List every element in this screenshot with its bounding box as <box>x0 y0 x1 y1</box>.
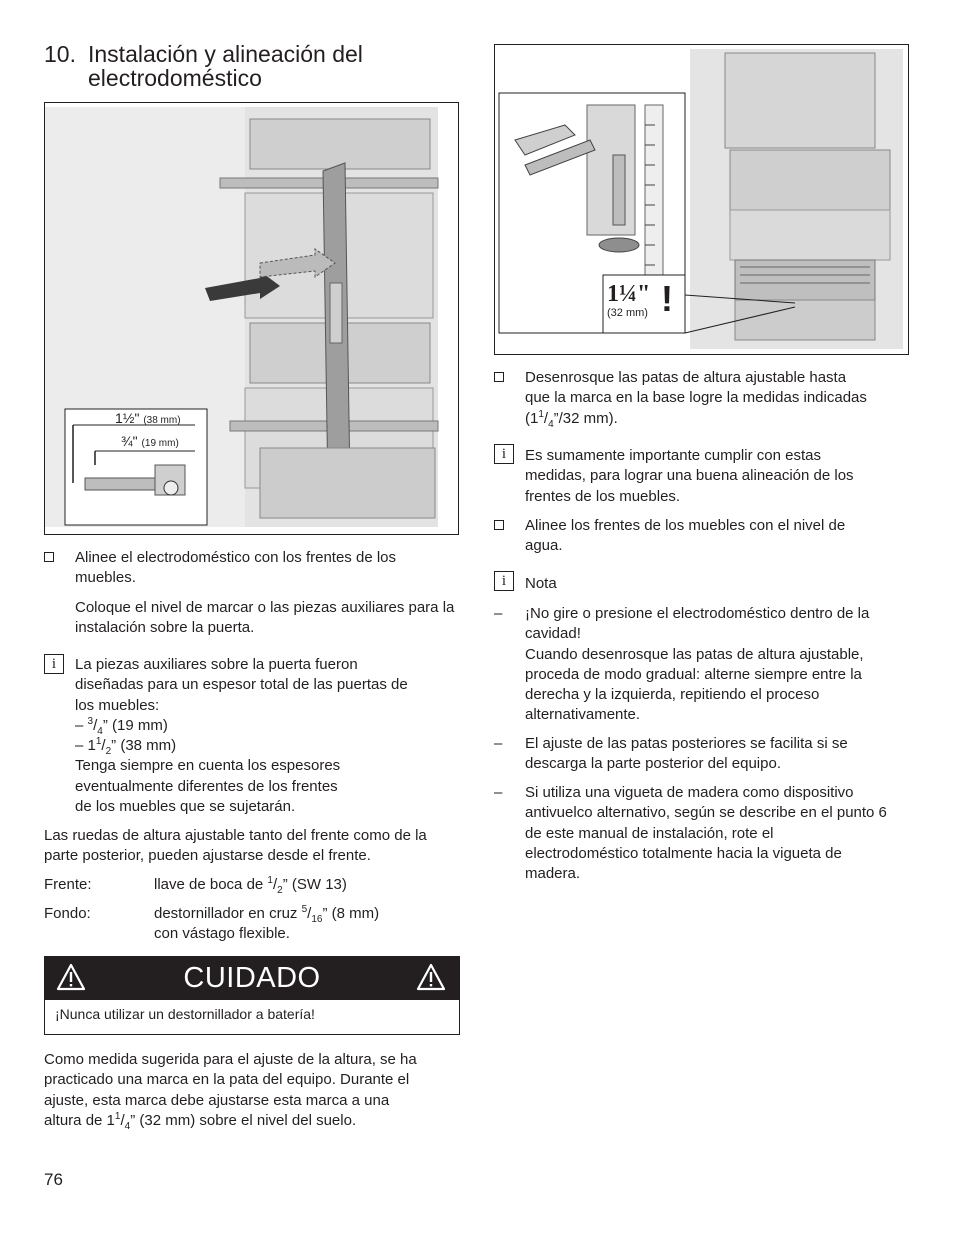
back-value: destornillador en cruz $^5/_{16}$” (8 mm) <box>154 904 380 925</box>
back-tool-row <box>44 904 456 943</box>
left-bullet-1-text: Alinee el electrodoméstico con los frentes de los muebles. <box>75 549 397 587</box>
note-text: Si utiliza una vigueta de madera como dispositivo antivuelco alternativo, según se describe en el punto 6 de este manual de instalación, rote el electrodoméstico totalmente hacia la vigueta de madera. <box>525 784 887 883</box>
foot-adjust-drawing <box>495 45 908 354</box>
section-title-line2: electrodoméstico <box>88 65 262 91</box>
left-bullet-1-para2: Coloque el nivel de marcar o las piezas auxiliares para la instalación sobre la puerta. <box>75 598 455 636</box>
right-bullet-2-text: Alinee los frentes de los muebles con el nivel de agua. <box>525 517 846 555</box>
info-line: los muebles: <box>75 696 160 714</box>
caution-body <box>44 1000 460 1035</box>
section-number: 10. <box>44 41 76 67</box>
dash-marker: – <box>494 605 503 622</box>
left-info-block <box>44 654 456 817</box>
mark-line: ajuste, esta marca debe ajustarse esta marca a una <box>44 1091 390 1109</box>
info-line: Tenga siempre en cuenta los espesores <box>75 757 341 775</box>
note-title: Nota <box>525 575 557 592</box>
note-header <box>494 571 906 594</box>
info-item-19mm: – $^3/_4$” (19 mm) <box>75 715 168 737</box>
note-text: El ajuste de las patas posteriores se facilita si se descarga la parte posterior del equipo. <box>525 735 848 773</box>
mark-line-4: altura de $1^1/_4$” (32 mm) sobre el nivel del suelo. <box>44 1110 357 1132</box>
info-line: diseñadas para un espesor total de las puertas de <box>75 676 408 694</box>
front-tool-row <box>44 875 456 895</box>
dimension-label-32mm-small: (32 mm) <box>607 307 648 319</box>
info-item-38mm: – $1^1/_2$” (38 mm) <box>75 736 177 758</box>
figure-alignment-illustration <box>44 102 459 535</box>
checkbox-icon <box>44 552 54 562</box>
info-icon: i <box>494 444 514 464</box>
dash-marker: – <box>494 735 503 752</box>
left-bullet-1 <box>44 548 456 638</box>
right-info-block <box>494 444 906 507</box>
page-number: 76 <box>44 1170 63 1189</box>
note-item-1 <box>494 604 906 726</box>
dimension-label-38mm: 1½" (38 mm) <box>115 410 181 426</box>
warning-triangle-icon <box>416 963 446 991</box>
checkbox-icon <box>494 520 504 530</box>
caution-header <box>44 956 460 1000</box>
info-line: eventualmente diferentes de los frentes <box>75 777 338 795</box>
section-title <box>44 42 363 90</box>
figure-foot-adjust-illustration <box>494 44 909 355</box>
info-line: La piezas auxiliares sobre la puerta fueron <box>75 656 358 673</box>
bullet-line: Desenrosque las patas de altura ajustable hasta <box>525 369 847 386</box>
wheels-paragraph: Las ruedas de altura ajustable tanto del frente como de la parte posterior, pueden ajustarse desde el frente. <box>44 827 427 865</box>
checkbox-icon <box>494 372 504 382</box>
front-value: llave de boca de $^1/_2$” (SW 13) <box>154 875 347 896</box>
caution-text: ¡Nunca utilizar un destornillador a batería! <box>55 1006 315 1022</box>
bullet-line-3: ($1^1/_4”/32$ mm). <box>525 408 618 430</box>
info-line: de los muebles que se sujetarán. <box>75 798 296 816</box>
info-icon: i <box>494 571 514 591</box>
info-icon: i <box>44 654 64 674</box>
mark-paragraph <box>44 1050 464 1131</box>
mark-line: Como medida sugerida para el ajuste de la altura, se ha <box>44 1051 417 1068</box>
right-info-text: Es sumamente importante cumplir con estas medidas, para lograr una buena alineación de los frentes de los muebles. <box>525 447 854 505</box>
back-label: Fondo: <box>44 905 91 922</box>
note-text: Cuando desenrosque las patas de altura ajustable, proceda de modo gradual: alterne siempre entre la derecha y la izquierda, repitiendo el proceso alternativamente. <box>525 645 864 724</box>
note-text: ¡No gire o presione el electrodoméstico dentro de la cavidad! <box>525 605 870 643</box>
right-bullet-1 <box>494 368 906 429</box>
dimension-label-32mm: 1¼" <box>607 281 651 307</box>
caution-title: CUIDADO <box>183 962 321 994</box>
section-title-line1: Instalación y alineación del <box>88 41 363 67</box>
note-item-2 <box>494 734 906 775</box>
bullet-line: que la marca en la base logre la medidas indicadas <box>525 389 867 407</box>
back-value-line2: con vástago flexible. <box>154 925 290 943</box>
note-item-3 <box>494 783 906 884</box>
dash-marker: – <box>494 784 503 801</box>
front-label: Frente: <box>44 876 92 893</box>
right-bullet-2 <box>494 516 906 557</box>
mark-line: practicado una marca en la pata del equipo. Durante el <box>44 1071 410 1089</box>
dimension-label-19mm: ¾" (19 mm) <box>121 433 179 449</box>
appliance-alignment-drawing <box>45 103 458 534</box>
warning-exclamation-icon: ! <box>661 278 673 319</box>
